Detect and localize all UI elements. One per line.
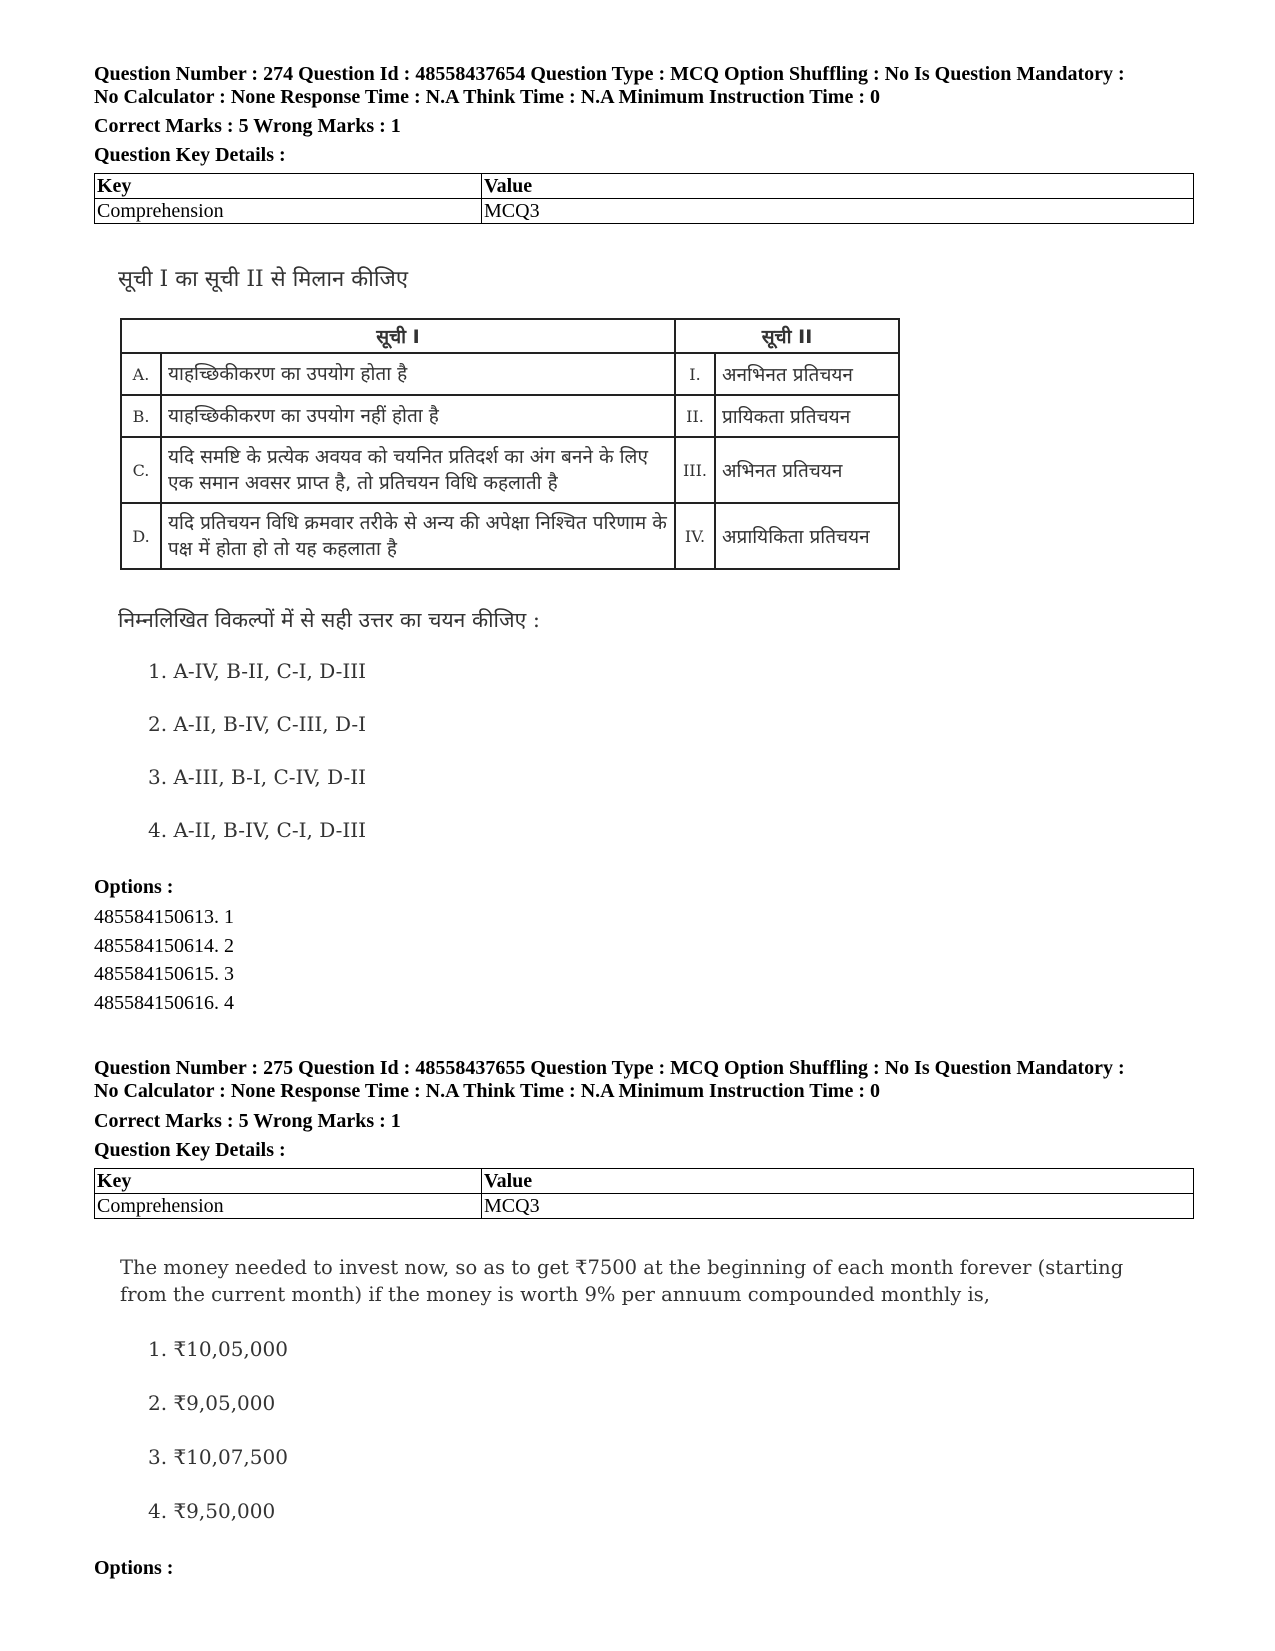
- q274-prompt: सूची I का सूची II से मिलान कीजिए: [118, 267, 409, 292]
- match-row: [121, 503, 899, 569]
- q274-options-list: [94, 903, 234, 1017]
- list2-header: सूची II: [675, 319, 899, 353]
- q274-key-details-label: Question Key Details :: [94, 144, 286, 166]
- row-value: अनभिनत प्रतिचयन: [715, 353, 899, 395]
- option-item: 485584150616. 4: [94, 991, 234, 1014]
- match-row: [121, 437, 899, 503]
- q274-choice-3: 3. A-III, B-I, C-IV, D-II: [148, 765, 367, 789]
- q274-options-label: Options :: [94, 876, 174, 898]
- key-cell: Comprehension: [95, 1194, 482, 1219]
- q274-marks: Correct Marks : 5 Wrong Marks : 1: [94, 115, 401, 137]
- option-item: 485584150613. 1: [94, 906, 234, 928]
- row-value: अप्रायिकिता प्रतिचयन: [715, 503, 899, 569]
- value-cell: MCQ3: [482, 199, 1194, 224]
- q275-choice-2: 2. ₹9,05,000: [148, 1391, 276, 1415]
- row-description: यदि प्रतिचयन विधि क्रमवार तरीके से अन्य की अपेक्षा निश्चित परिणाम के पक्ष में होता हो तो यह कहलाता है: [161, 503, 675, 569]
- list1-header: सूची I: [121, 319, 675, 353]
- row-roman: I.: [675, 353, 715, 395]
- row-letter: B.: [121, 395, 161, 437]
- row-letter: A.: [121, 353, 161, 395]
- key-column-header: Key: [95, 174, 482, 199]
- row-description: यदि समष्टि के प्रत्येक अवयव को चयनित प्रतिदर्श का अंग बनने के लिए एक समान अवसर प्राप्त है, तो प्रतिचयन विधि कहलाती है: [161, 437, 675, 503]
- key-column-header: Key: [95, 1169, 482, 1194]
- q275-key-details-label: Question Key Details :: [94, 1139, 286, 1161]
- match-row: [121, 353, 899, 395]
- q275-header-line2: No Calculator : None Response Time : N.A Think Time : N.A Minimum Instruction Time : 0: [94, 1080, 880, 1102]
- row-letter: C.: [121, 437, 161, 503]
- q274-header-line1: Question Number : 274 Question Id : 48558437654 Question Type : MCQ Option Shuffling : No Is Question Mandatory :: [94, 63, 1125, 85]
- q274-header: [94, 63, 1194, 109]
- q275-choice-4: 4. ₹9,50,000: [148, 1499, 276, 1523]
- q275-key-table: [94, 1168, 1194, 1219]
- q274-key-table: [94, 173, 1194, 224]
- row-roman: IV.: [675, 503, 715, 569]
- q274-choice-2: 2. A-II, B-IV, C-III, D-I: [148, 712, 367, 736]
- key-cell: Comprehension: [95, 199, 482, 224]
- key-table-header-row: [95, 1169, 1194, 1194]
- q274-choice-4: 4. A-II, B-IV, C-I, D-III: [148, 818, 367, 842]
- row-value: अभिनत प्रतिचयन: [715, 437, 899, 503]
- q275-options-label: Options :: [94, 1557, 174, 1579]
- row-description: याहच्छिकीकरण का उपयोग होता है: [161, 353, 675, 395]
- value-column-header: Value: [482, 174, 1194, 199]
- match-table-header-row: [121, 319, 899, 353]
- q275-header: [94, 1057, 1194, 1103]
- option-item: 485584150615. 3: [94, 963, 234, 985]
- key-table-header-row: [95, 174, 1194, 199]
- value-column-header: Value: [482, 1169, 1194, 1194]
- key-table-row: [95, 199, 1194, 224]
- q274-instruction: निम्नलिखित विकल्पों में से सही उत्तर का चयन कीजिए :: [118, 608, 540, 632]
- q275-choice-3: 3. ₹10,07,500: [148, 1445, 288, 1469]
- row-value: प्रायिकता प्रतिचयन: [715, 395, 899, 437]
- key-table-row: [95, 1194, 1194, 1219]
- row-letter: D.: [121, 503, 161, 569]
- row-description: याहच्छिकीकरण का उपयोग नहीं होता है: [161, 395, 675, 437]
- q275-prompt: The money needed to invest now, so as to get ₹7500 at the beginning of each month forever (starting from the current month) if the money is worth 9% per annuum compounded monthly is,: [120, 1256, 1124, 1306]
- value-cell: MCQ3: [482, 1194, 1194, 1219]
- option-item: 485584150614. 2: [94, 934, 234, 957]
- q275-header-line1: Question Number : 275 Question Id : 48558437655 Question Type : MCQ Option Shuffling : No Is Question Mandatory :: [94, 1057, 1125, 1079]
- row-roman: II.: [675, 395, 715, 437]
- q274-match-table: [120, 318, 900, 570]
- q274-header-line2: No Calculator : None Response Time : N.A Think Time : N.A Minimum Instruction Time : 0: [94, 86, 880, 108]
- q275-marks: Correct Marks : 5 Wrong Marks : 1: [94, 1110, 401, 1132]
- match-row: [121, 395, 899, 437]
- q274-choice-1: 1. A-IV, B-II, C-I, D-III: [148, 659, 367, 683]
- q275-choice-1: 1. ₹10,05,000: [148, 1337, 288, 1361]
- row-roman: III.: [675, 437, 715, 503]
